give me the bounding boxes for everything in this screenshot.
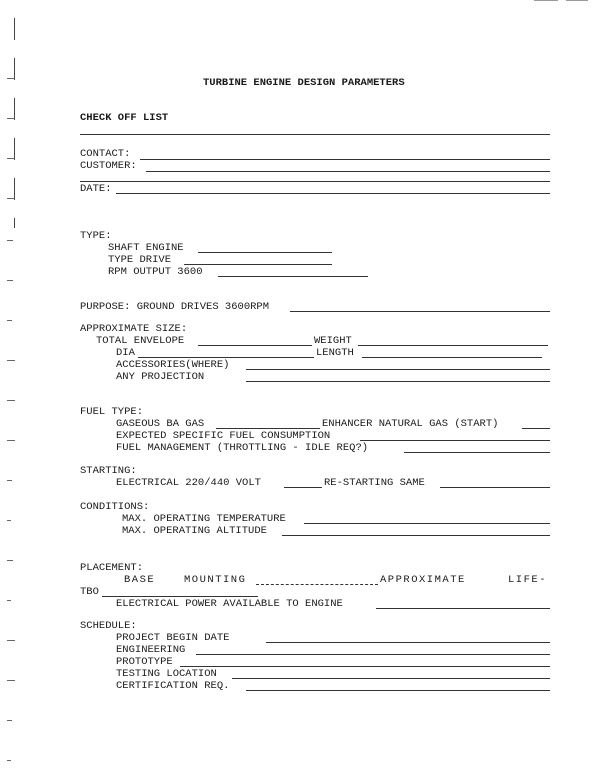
date-field[interactable] [116,193,550,194]
customer-field[interactable] [146,171,550,172]
contact-field[interactable] [140,159,550,160]
enhancer-label: ENHANCER NATURAL GAS (START) [322,418,499,430]
total-envelope-label: TOTAL ENVELOPE [96,335,185,347]
approximate-label: APPROXIMATE [380,574,466,586]
accessories-field[interactable] [246,369,550,370]
divider [80,181,550,182]
any-projection-label: ANY PROJECTION [116,371,205,383]
conditions-heading: CONDITIONS: [80,501,150,513]
life-label: LIFE- [508,574,548,586]
prototype-field[interactable] [180,666,550,667]
fuel-heading: FUEL TYPE: [80,406,144,418]
purpose-field[interactable] [290,311,550,312]
placement-heading: PLACEMENT: [80,562,144,574]
engineering-field[interactable] [196,654,550,655]
purpose-label: PURPOSE: GROUND DRIVES 3600RPM [80,301,270,313]
gaseous-label: GASEOUS BA GAS [116,418,205,430]
size-heading: APPROXIMATE SIZE: [80,323,188,335]
type-drive-field[interactable] [184,264,332,265]
restarting-field[interactable] [440,487,550,488]
type-heading: TYPE: [80,230,112,242]
dia-field[interactable] [138,357,314,358]
shaft-engine-field[interactable] [198,252,332,253]
accessories-label: ACCESSORIES(WHERE) [116,359,230,371]
any-projection-field[interactable] [246,381,550,382]
length-label: LENGTH [316,347,354,359]
divider [80,134,550,135]
electrical-volt-field[interactable] [284,487,322,488]
max-altitude-field[interactable] [282,535,550,536]
enhancer-field[interactable] [522,428,550,429]
page-title: TURBINE ENGINE DESIGN PARAMETERS [203,77,405,89]
rpm-output-label: RPM OUTPUT 3600 [108,266,203,278]
base-label: BASE [124,574,156,586]
testing-location-label: TESTING LOCATION [116,668,217,680]
certification-field[interactable] [246,690,550,691]
mounting-label: MOUNTING [184,574,247,586]
max-temperature-field[interactable] [304,523,550,524]
total-envelope-field[interactable] [198,345,312,346]
contact-label: CONTACT: [80,148,131,160]
gaseous-field[interactable] [216,428,320,429]
fuel-management-label: FUEL MANAGEMENT (THROTTLING - IDLE REQ?) [116,442,369,454]
tbo-label: TBO [80,586,99,598]
fuel-management-field[interactable] [404,452,550,453]
project-begin-field[interactable] [266,642,550,643]
dia-label: DIA [116,347,135,359]
checklist-heading: CHECK OFF LIST [80,112,169,124]
mounting-field[interactable] [256,584,378,585]
restarting-label: RE-STARTING SAME [324,477,425,489]
prototype-label: PROTOTYPE [116,656,173,668]
electrical-volt-label: ELECTRICAL 220/440 VOLT [116,477,261,489]
weight-field[interactable] [358,345,548,346]
project-begin-label: PROJECT BEGIN DATE [116,632,230,644]
shaft-engine-label: SHAFT ENGINE [108,242,184,254]
electrical-power-field[interactable] [376,608,550,609]
length-field[interactable] [362,357,542,358]
date-label: DATE: [80,183,112,195]
max-altitude-label: MAX. OPERATING ALTITUDE [122,525,267,537]
schedule-heading: SCHEDULE: [80,620,137,632]
weight-label: WEIGHT [314,335,352,347]
engineering-label: ENGINEERING [116,644,186,656]
starting-heading: STARTING: [80,465,137,477]
specific-consumption-label: EXPECTED SPECIFIC FUEL CONSUMPTION [116,430,331,442]
specific-consumption-field[interactable] [360,440,550,441]
tbo-field[interactable] [102,596,258,597]
max-temperature-label: MAX. OPERATING TEMPERATURE [122,513,286,525]
customer-label: CUSTOMER: [80,160,137,172]
rpm-output-field[interactable] [218,276,368,277]
electrical-power-label: ELECTRICAL POWER AVAILABLE TO ENGINE [116,598,343,610]
type-drive-label: TYPE DRIVE [108,254,172,266]
testing-location-field[interactable] [232,678,550,679]
certification-label: CERTIFICATION REQ. [116,680,230,692]
